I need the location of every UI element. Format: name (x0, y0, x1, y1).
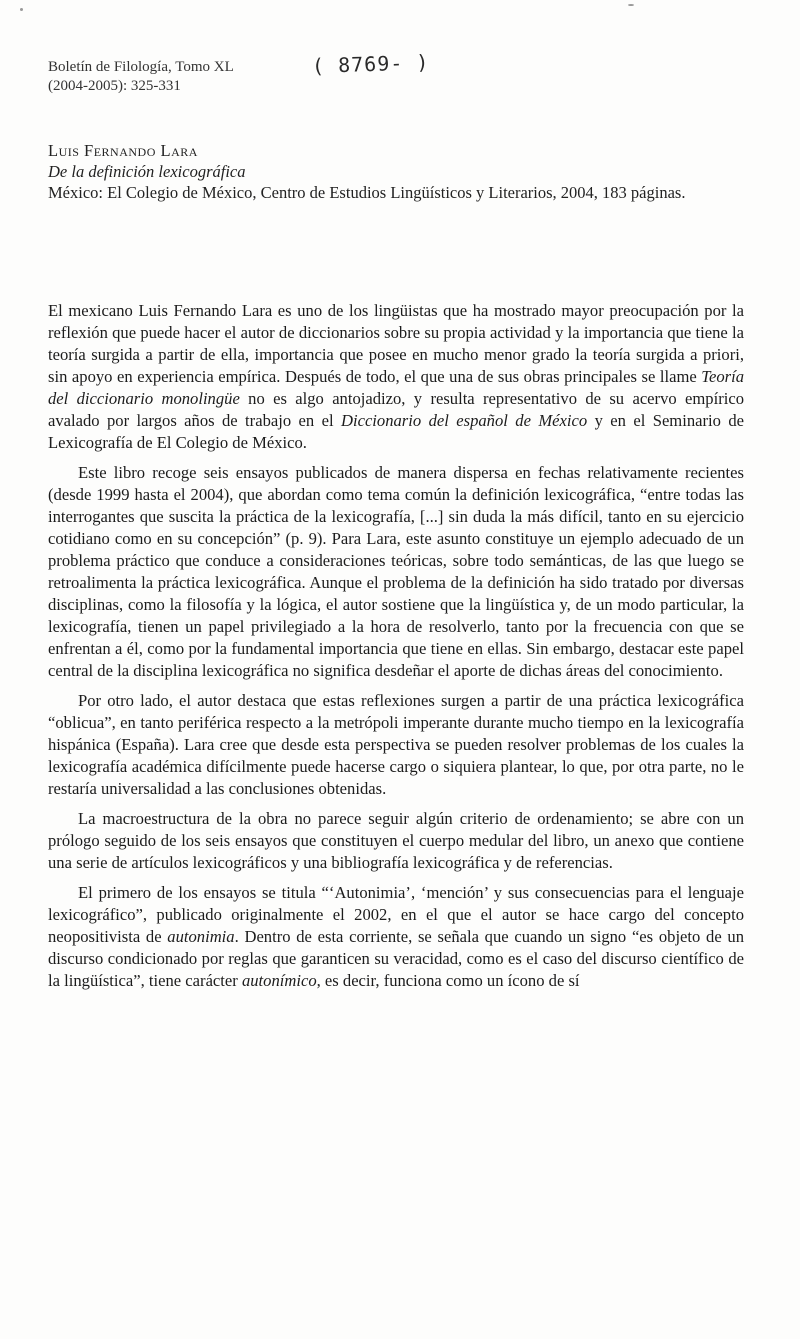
scan-speck (20, 8, 23, 11)
journal-name: Boletín de Filología, Tomo XL (48, 59, 234, 75)
paragraph-text: El primero de los ensayos se titula “‘Autonimia’, ‘mención’ y sus consecuencias para el lenguaje lexicográfico”, publicado originalmente el 2002, en el que el autor se hace cargo del concepto neopositivista de (48, 883, 744, 946)
body-paragraph (48, 690, 744, 800)
paragraph-text: y en el Seminario de Lexicografía de El Colegio de México. (48, 411, 744, 452)
paragraph-text: La macroestructura de la obra no parece seguir algún criterio de ordenamiento; se abre con un prólogo seguido de los seis ensayos que constituyen el cuerpo medular del libro, un anexo que contiene una serie de artículos lexicográficos y una bibliografía lexicográfica y de referencias. (48, 809, 744, 872)
italic-title: autonímico (241, 971, 317, 990)
book-title: De la definición lexicográfica (48, 162, 246, 181)
paragraph-text: no es algo antojadizo, y resulta representativo de su acervo empírico avalado por largos años de trabajo en el (48, 389, 744, 430)
journal-header (48, 58, 234, 96)
italic-title: autonimia (167, 927, 235, 946)
italic-title: Teoría del diccionario monolingüe (48, 367, 744, 408)
body-paragraph (48, 300, 744, 454)
book-imprint: México: El Colegio de México, Centro de Estudios Lingüísticos y Literarios, 2004, 183 páginas. (48, 183, 686, 202)
paragraph-text: Este libro recoge seis ensayos publicados de manera dispersa en fechas relativamente recientes (desde 1999 hasta el 2004), que abordan como tema común la definición lexicográfica, “entre todas las interrogantes que suscita la práctica de la lexicografía, [...] sin duda la más difícil, tanto en su ejercicio cotidiano como en su concepción” (p. 9). Para Lara, este asunto constituye un ejemplo adecuado de un problema práctico que conduce a consideraciones teóricas, sobre todo semánticas, de las que luego se retroalimenta la práctica lexicográfica. Aunque el problema de la definición ha sido tratado por diversas disciplinas, como la filosofía y la lógica, el autor sostiene que la lingüística y, de un modo particular, la lexicografía, tienen un papel privilegiado a la hora de resolverlo, tanto por la frecuencia con que se enfrentan a él, como por la fundamental importancia que tiene en ellas. Sin embargo, destacar este papel central de la disciplina lexicográfica no significa desdeñar el aporte de dichas áreas del conocimiento. (48, 463, 744, 680)
body-paragraph (48, 882, 744, 992)
paragraph-text: , es decir, funciona como un ícono de sí (316, 971, 580, 990)
review-body (48, 300, 744, 1000)
book-reference (48, 140, 754, 203)
body-paragraph (48, 808, 744, 874)
paragraph-text: Por otro lado, el autor destaca que estas reflexiones surgen a partir de una práctica lexicográfica “oblicua”, en tanto periférica respecto a la metrópoli imperante durante mucho tiempo en la lexicografía hispánica (España). Lara cree que desde esta perspectiva se pueden resolver problemas de los cuales la lexicografía académica difícilmente puede hacerse cargo o siquiera plantear, lo que, por otra parte, no le restaría universalidad a las conclusiones obtenidas. (48, 691, 744, 798)
italic-title: Diccionario del español de México (340, 411, 588, 430)
scan-speck (628, 4, 634, 6)
body-paragraph (48, 462, 744, 682)
paragraph-text: El mexicano Luis Fernando Lara es uno de los lingüistas que ha mostrado mayor preocupación por la reflexión que puede hacer el autor de diccionarios sobre su propia actividad y la importancia que tiene la teoría surgida a partir de ella, importancia que posee en mucho menor grado la teoría surgida a priori, sin apoyo en experiencia empírica. Después de todo, el que una de sus obras principales se llame (48, 301, 744, 386)
book-author: Luis Fernando Lara (48, 141, 198, 160)
handwritten-note: ( 8769- ) (311, 49, 430, 79)
paragraph-text: . Dentro de esta corriente, se señala que cuando un signo “es objeto de un discurso condicionado por reglas que garanticen su veracidad, como es el caso del discurso científico de la lingüística”, tiene carácter (48, 927, 745, 990)
journal-pages: (2004-2005): 325-331 (48, 78, 181, 94)
